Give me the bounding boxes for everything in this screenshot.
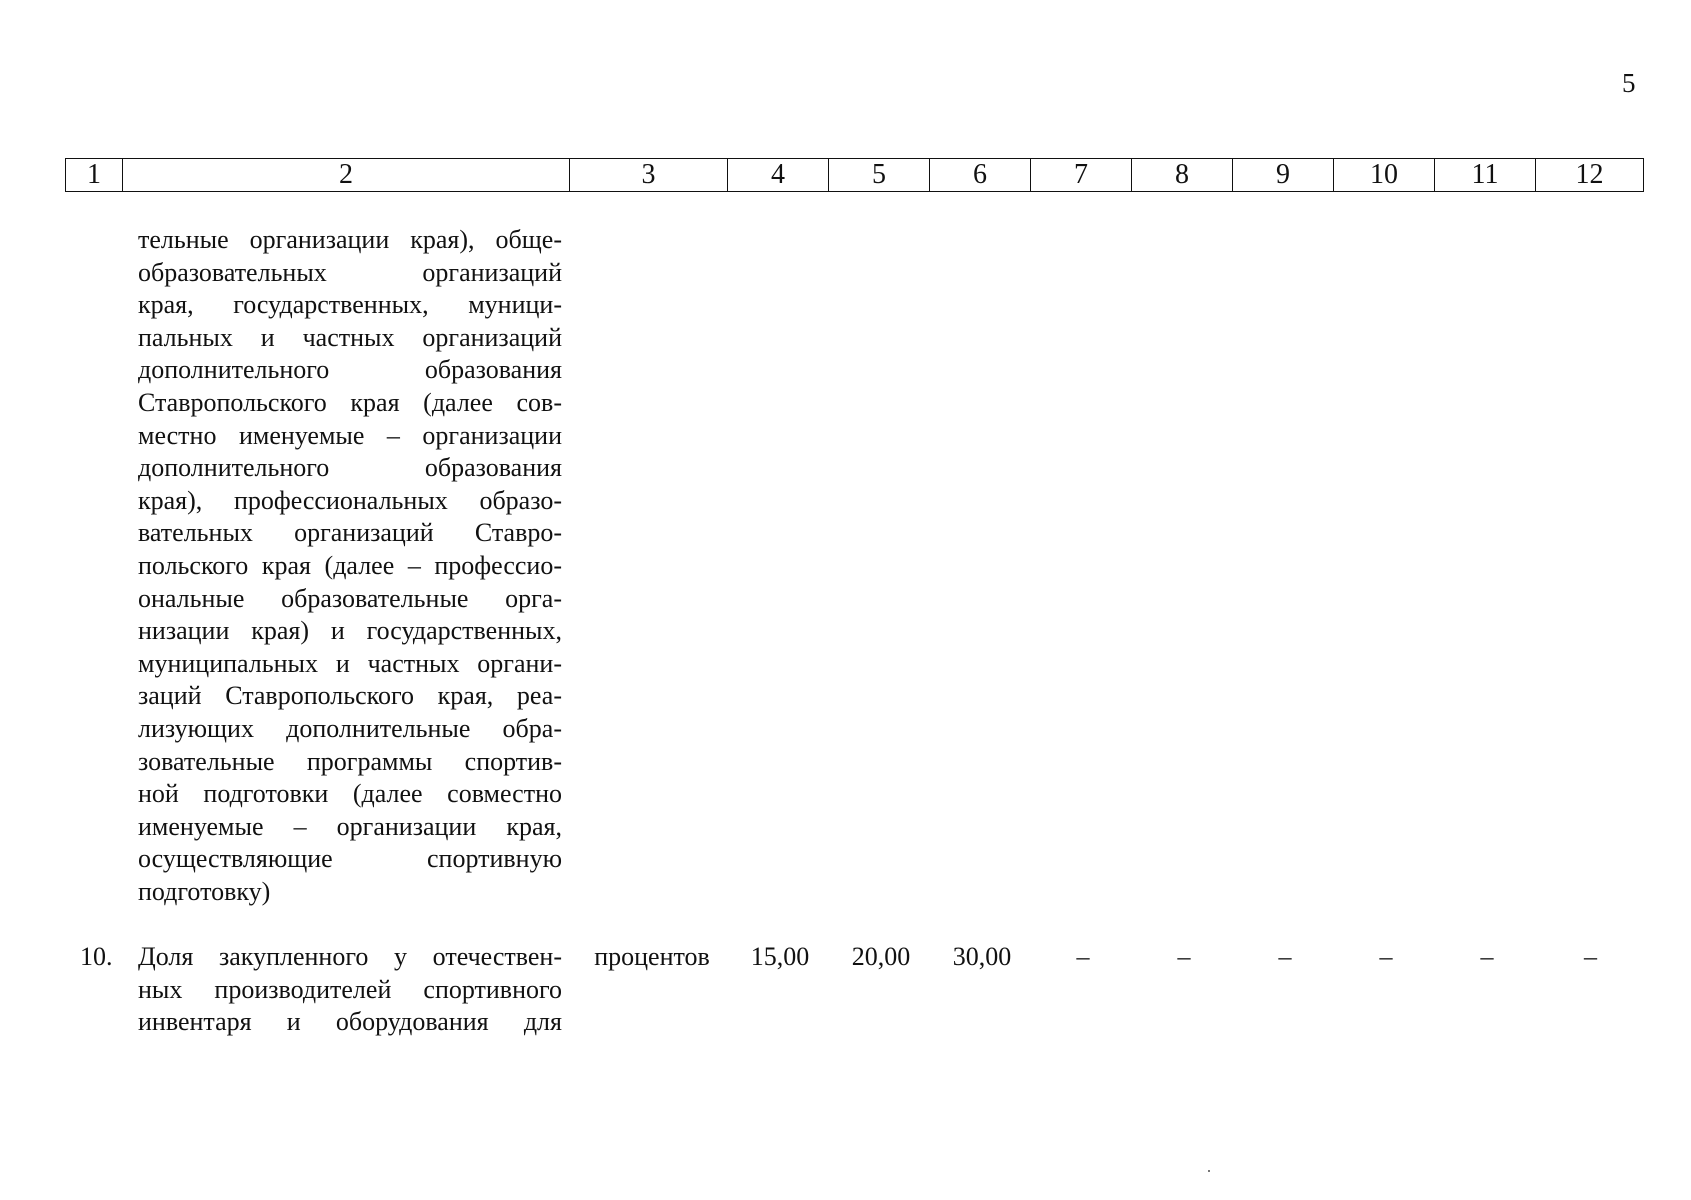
text-line: ной подготовки (далее совместно	[138, 779, 562, 809]
header-col-8: 8	[1132, 159, 1233, 192]
value-cell-col9: –	[1278, 942, 1292, 971]
text-line: осуществляющие спортивную	[138, 844, 562, 874]
text-line: дополнительного образования	[138, 355, 562, 385]
value-cell-col8: –	[1177, 942, 1191, 971]
text-line: образовательных организаций	[138, 257, 562, 287]
text-line: дополнительного образования	[138, 453, 562, 483]
text-line: низации края) и государственных,	[138, 616, 562, 646]
text-line: инвентаря и оборудования для	[138, 1007, 562, 1037]
text-line: края), профессиональных образо-	[138, 485, 562, 515]
indicator-name	[138, 941, 562, 1039]
header-col-11: 11	[1435, 159, 1536, 192]
text-line: польского края (далее – профессио-	[138, 550, 562, 580]
text-line: именуемые – организации края,	[138, 811, 562, 841]
text-line: вательных организаций Ставро-	[138, 518, 562, 548]
column-number-header	[65, 158, 1644, 192]
value-cell-col7: –	[1076, 942, 1090, 971]
header-col-9: 9	[1233, 159, 1334, 192]
value-cell-col11: –	[1480, 942, 1494, 971]
value-cell-col12: –	[1584, 942, 1597, 971]
text-line: заций Ставропольского края, реа-	[138, 681, 562, 711]
header-col-10: 10	[1334, 159, 1435, 192]
header-col-3: 3	[570, 159, 728, 192]
text-line: пальных и частных организаций	[138, 322, 562, 352]
header-col-7: 7	[1031, 159, 1132, 192]
text-line: ональные образовательные орга-	[138, 583, 562, 613]
header-col-6: 6	[930, 159, 1031, 192]
text-line: ных производителей спортивного	[138, 974, 562, 1004]
value-cell-col10: –	[1379, 942, 1393, 971]
text-line: местно именуемые – организации	[138, 420, 562, 450]
value-cell-col5: 20,00	[851, 942, 911, 971]
header-col-12: 12	[1536, 159, 1644, 192]
header-col-5: 5	[829, 159, 930, 192]
header-col-2: 2	[123, 159, 570, 192]
row-number: 10.	[80, 942, 113, 971]
header-col-1: 1	[66, 159, 123, 192]
continued-indicator-text	[138, 224, 562, 908]
text-line: Доля закупленного у отечествен-	[138, 942, 562, 971]
value-cell-col6: 30,00	[952, 942, 1012, 971]
header-col-4: 4	[728, 159, 829, 192]
text-line: края, государственных, муници-	[138, 290, 562, 320]
scan-speck	[1208, 1170, 1210, 1172]
text-line: лизующих дополнительные обра-	[138, 713, 562, 743]
text-line: муниципальных и частных органи-	[138, 648, 562, 678]
text-line: тельные организации края), обще-	[138, 225, 562, 254]
unit-cell: процентов	[594, 942, 710, 971]
value-cell-col4: 15,00	[750, 942, 810, 971]
text-line: подготовку)	[138, 876, 271, 906]
text-line: зовательные программы спортив-	[138, 746, 562, 776]
text-line: Ставропольского края (далее сов-	[138, 387, 562, 417]
page-number: 5	[1622, 68, 1636, 98]
